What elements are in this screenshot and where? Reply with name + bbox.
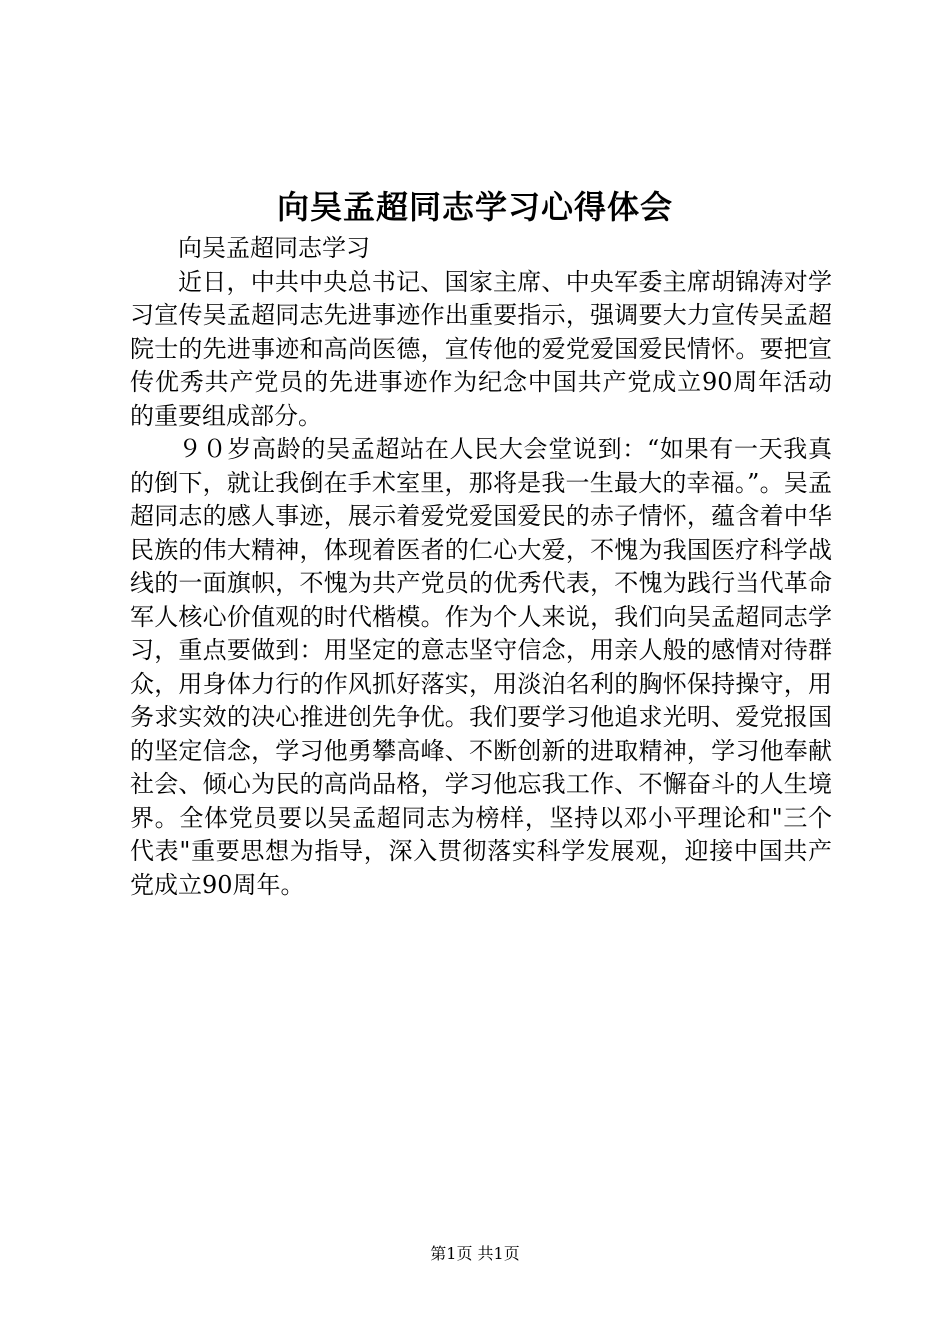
paragraph-main: ９０岁高龄的吴孟超站在人民大会堂说到：“如果有一天我真的倒下，就让我倒在手术室里，那将是我一生最大的幸福。”。吴孟超同志的感人事迹，展示着爱党爱国爱民的赤子情怀，蕴含着中华民族的伟大精神，体现着医者的仁心大爱，不愧为我国医疗科学战线的一面旗帜，不愧为共产党员的优秀代表，不愧为践行当代革命军人核心价值观的时代楷模。作为个人来说，我们向吴孟超同志学习，重点要做到：用坚定的意志坚守信念，用亲人般的感情对待群众，用身体力行的作风抓好落实，用淡泊名利的胸怀保持操守，用务求实效的决心推进创先争优。我们要学习他追求光明、爱党报国的坚定信念，学习他勇攀高峰、不断创新的进取精神，学习他奉献社会、倾心为民的高尚品格，学习他忘我工作、不懈奋斗的人生境界。全体党员要以吴孟超同志为榜样，坚持以邓小平理论和"三个代表"重要思想为指导，深入贯彻落实科学发展观，迎接中国共产党成立90周年。	[130, 435, 832, 899]
page-footer: 第1页 共1页	[430, 1244, 520, 1263]
document-body	[130, 232, 832, 902]
paragraph-intro: 近日，中共中央总书记、国家主席、中央军委主席胡锦涛对学习宣传吴孟超同志先进事迹作出重要指示，强调要大力宣传吴孟超院士的先进事迹和高尚医德，宣传他的爱党爱国爱民情怀。要把宣传优秀共产党员的先进事迹作为纪念中国共产党成立90周年活动的重要组成部分。	[130, 267, 832, 430]
document-title: 向吴孟超同志学习心得体会	[276, 188, 673, 226]
paragraph-subtitle: 向吴孟超同志学习	[178, 234, 370, 262]
